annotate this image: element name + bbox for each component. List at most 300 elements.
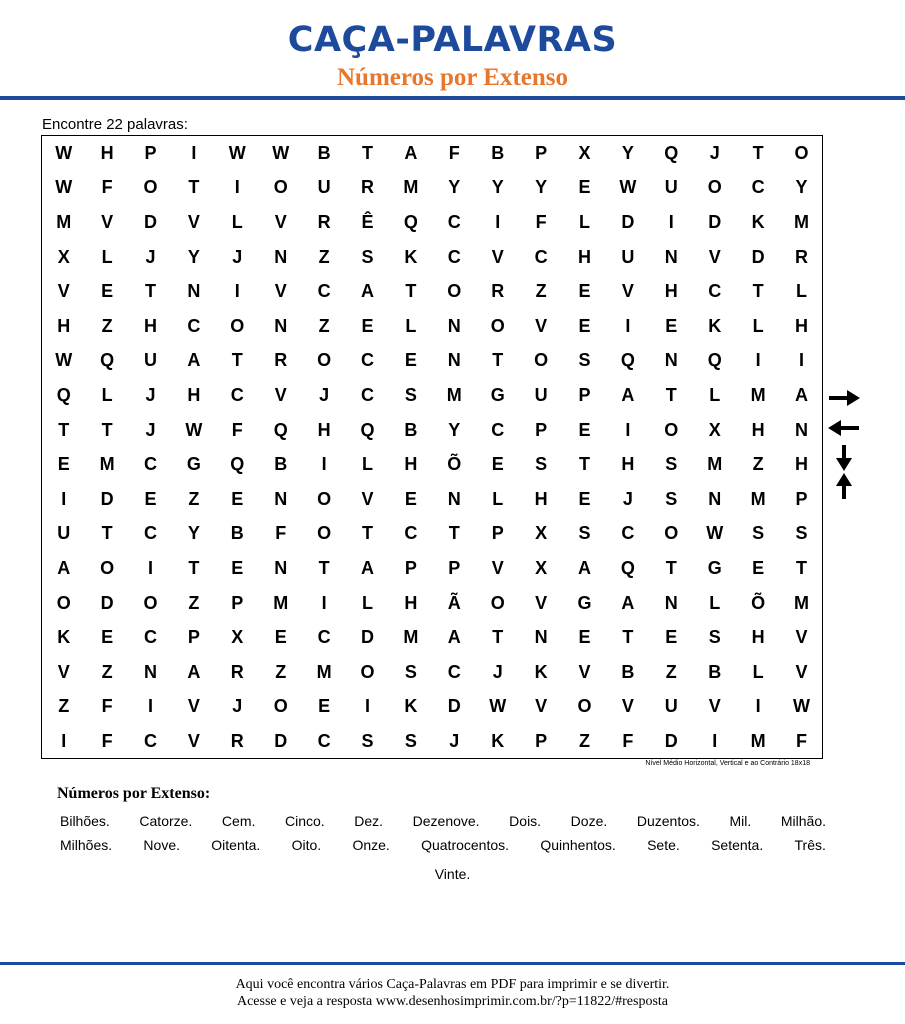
grid-cell[interactable]: A: [404, 142, 418, 163]
grid-cell[interactable]: O: [317, 523, 332, 544]
grid-cell[interactable]: N: [664, 592, 678, 613]
grid-cell[interactable]: C: [751, 177, 765, 198]
grid-cell[interactable]: C: [143, 523, 157, 544]
grid-cell[interactable]: A: [621, 384, 635, 405]
grid-cell[interactable]: T: [361, 523, 373, 544]
grid-cell[interactable]: F: [101, 177, 113, 198]
grid-cell[interactable]: R: [360, 177, 374, 198]
grid-cell[interactable]: Z: [101, 661, 113, 682]
grid-cell[interactable]: O: [490, 592, 505, 613]
grid-cell[interactable]: N: [274, 557, 288, 578]
grid-cell[interactable]: T: [665, 384, 677, 405]
grid-cell[interactable]: S: [404, 730, 417, 751]
grid-cell[interactable]: T: [318, 557, 330, 578]
grid-cell[interactable]: Z: [578, 730, 590, 751]
grid-cell[interactable]: S: [752, 523, 765, 544]
grid-cell[interactable]: V: [491, 557, 504, 578]
grid-cell[interactable]: J: [709, 142, 720, 163]
grid-cell[interactable]: W: [55, 177, 73, 198]
grid-cell[interactable]: O: [577, 696, 592, 717]
grid-cell[interactable]: Q: [664, 142, 679, 163]
grid-cell[interactable]: J: [449, 730, 460, 751]
grid-cell[interactable]: O: [273, 696, 288, 717]
grid-cell[interactable]: T: [405, 281, 417, 302]
grid-cell[interactable]: V: [57, 661, 70, 682]
grid-cell[interactable]: E: [491, 454, 504, 475]
grid-cell[interactable]: C: [447, 661, 461, 682]
grid-cell[interactable]: C: [230, 384, 244, 405]
grid-cell[interactable]: O: [490, 315, 505, 336]
grid-cell[interactable]: N: [708, 488, 722, 509]
grid-cell[interactable]: Z: [188, 488, 200, 509]
grid-cell[interactable]: Y: [187, 246, 200, 267]
grid-cell[interactable]: V: [708, 696, 721, 717]
grid-cell[interactable]: P: [578, 384, 591, 405]
grid-cell[interactable]: P: [491, 523, 504, 544]
grid-cell[interactable]: I: [625, 419, 631, 440]
grid-cell[interactable]: J: [232, 246, 243, 267]
grid-cell[interactable]: V: [535, 592, 548, 613]
grid-cell[interactable]: T: [492, 627, 504, 648]
grid-cell[interactable]: L: [101, 384, 113, 405]
grid-cell[interactable]: Y: [187, 523, 200, 544]
grid-cell[interactable]: O: [143, 592, 158, 613]
grid-cell[interactable]: O: [230, 315, 245, 336]
grid-cell[interactable]: N: [664, 350, 678, 371]
grid-cell[interactable]: N: [274, 315, 288, 336]
grid-cell[interactable]: I: [61, 730, 67, 751]
grid-cell[interactable]: E: [578, 177, 591, 198]
grid-cell[interactable]: I: [147, 696, 153, 717]
grid-cell[interactable]: C: [621, 523, 635, 544]
grid-cell[interactable]: Q: [230, 454, 245, 475]
grid-cell[interactable]: E: [231, 488, 244, 509]
grid-cell[interactable]: S: [578, 350, 591, 371]
grid-cell[interactable]: Z: [58, 696, 70, 717]
grid-cell[interactable]: F: [101, 696, 113, 717]
grid-cell[interactable]: O: [794, 142, 809, 163]
grid-cell[interactable]: Y: [621, 142, 634, 163]
grid-cell[interactable]: O: [273, 177, 288, 198]
grid-cell[interactable]: O: [143, 177, 158, 198]
grid-cell[interactable]: T: [448, 523, 460, 544]
grid-cell[interactable]: L: [709, 384, 721, 405]
grid-cell[interactable]: A: [187, 661, 201, 682]
grid-cell[interactable]: U: [143, 350, 157, 371]
grid-cell[interactable]: I: [321, 454, 327, 475]
grid-cell[interactable]: C: [404, 523, 418, 544]
grid-cell[interactable]: V: [274, 211, 287, 232]
grid-cell[interactable]: N: [447, 488, 461, 509]
grid-cell[interactable]: L: [231, 211, 243, 232]
grid-cell[interactable]: P: [535, 142, 548, 163]
grid-cell[interactable]: F: [231, 419, 243, 440]
grid-cell[interactable]: A: [360, 281, 374, 302]
grid-cell[interactable]: O: [664, 523, 679, 544]
grid-cell[interactable]: T: [492, 350, 504, 371]
grid-cell[interactable]: L: [795, 281, 807, 302]
grid-cell[interactable]: R: [274, 350, 288, 371]
grid-cell[interactable]: H: [404, 454, 418, 475]
grid-cell[interactable]: Z: [188, 592, 200, 613]
grid-cell[interactable]: N: [664, 246, 678, 267]
grid-cell[interactable]: T: [795, 557, 807, 578]
grid-cell[interactable]: I: [234, 177, 240, 198]
grid-cell[interactable]: P: [535, 730, 548, 751]
grid-cell[interactable]: F: [275, 523, 287, 544]
grid-cell[interactable]: V: [491, 246, 504, 267]
grid-cell[interactable]: R: [794, 246, 808, 267]
grid-cell[interactable]: V: [187, 211, 200, 232]
grid-cell[interactable]: O: [100, 557, 115, 578]
grid-cell[interactable]: C: [360, 384, 374, 405]
grid-cell[interactable]: V: [101, 211, 114, 232]
grid-cell[interactable]: J: [492, 661, 503, 682]
grid-cell[interactable]: A: [794, 384, 808, 405]
grid-cell[interactable]: T: [665, 557, 677, 578]
grid-cell[interactable]: H: [664, 281, 678, 302]
grid-cell[interactable]: P: [404, 557, 417, 578]
grid-cell[interactable]: M: [446, 384, 462, 405]
grid-cell[interactable]: C: [447, 246, 461, 267]
grid-cell[interactable]: S: [361, 246, 374, 267]
grid-cell[interactable]: Q: [273, 419, 288, 440]
grid-cell[interactable]: D: [708, 211, 722, 232]
grid-cell[interactable]: C: [708, 281, 722, 302]
grid-cell[interactable]: M: [56, 211, 72, 232]
grid-cell[interactable]: O: [664, 419, 679, 440]
grid-cell[interactable]: J: [232, 696, 243, 717]
grid-cell[interactable]: U: [664, 177, 678, 198]
grid-cell[interactable]: W: [185, 419, 203, 440]
grid-cell[interactable]: X: [535, 523, 548, 544]
grid-cell[interactable]: X: [231, 627, 244, 648]
grid-cell[interactable]: N: [794, 419, 808, 440]
grid-cell[interactable]: C: [491, 419, 505, 440]
grid-cell[interactable]: P: [144, 142, 157, 163]
grid-cell[interactable]: O: [317, 350, 332, 371]
grid-cell[interactable]: N: [447, 350, 461, 371]
grid-cell[interactable]: D: [360, 627, 374, 648]
grid-cell[interactable]: E: [578, 627, 591, 648]
grid-cell[interactable]: I: [798, 350, 804, 371]
grid-cell[interactable]: W: [55, 142, 73, 163]
grid-cell[interactable]: Z: [535, 281, 547, 302]
grid-cell[interactable]: F: [535, 211, 547, 232]
grid-cell[interactable]: U: [534, 384, 548, 405]
grid-cell[interactable]: Y: [448, 419, 461, 440]
grid-cell[interactable]: T: [101, 419, 113, 440]
grid-cell[interactable]: L: [709, 592, 721, 613]
grid-cell[interactable]: R: [230, 661, 244, 682]
grid-cell[interactable]: C: [143, 730, 157, 751]
grid-cell[interactable]: Ã: [447, 592, 461, 613]
grid-cell[interactable]: E: [231, 557, 244, 578]
grid-cell[interactable]: H: [187, 384, 201, 405]
grid-cell[interactable]: I: [668, 211, 674, 232]
grid-cell[interactable]: F: [448, 142, 460, 163]
grid-cell[interactable]: N: [447, 315, 461, 336]
grid-cell[interactable]: L: [492, 488, 504, 509]
grid-cell[interactable]: T: [58, 419, 70, 440]
grid-cell[interactable]: E: [665, 627, 678, 648]
grid-cell[interactable]: B: [708, 661, 722, 682]
grid-cell[interactable]: S: [361, 730, 374, 751]
grid-cell[interactable]: X: [578, 142, 591, 163]
grid-cell[interactable]: K: [404, 246, 418, 267]
grid-cell[interactable]: V: [361, 488, 374, 509]
grid-cell[interactable]: U: [621, 246, 635, 267]
grid-cell[interactable]: B: [274, 454, 288, 475]
grid-cell[interactable]: S: [578, 523, 591, 544]
grid-cell[interactable]: T: [622, 627, 634, 648]
grid-cell[interactable]: O: [707, 177, 722, 198]
grid-cell[interactable]: E: [101, 627, 114, 648]
grid-cell[interactable]: V: [621, 696, 634, 717]
grid-cell[interactable]: A: [57, 557, 71, 578]
grid-cell[interactable]: L: [361, 454, 373, 475]
grid-cell[interactable]: E: [578, 315, 591, 336]
grid-cell[interactable]: C: [143, 627, 157, 648]
grid-cell[interactable]: C: [317, 281, 331, 302]
grid-cell[interactable]: O: [56, 592, 71, 613]
grid-cell[interactable]: S: [665, 454, 678, 475]
grid-cell[interactable]: G: [490, 384, 505, 405]
grid-cell[interactable]: X: [708, 419, 721, 440]
grid-cell[interactable]: V: [795, 661, 808, 682]
grid-cell[interactable]: P: [535, 419, 548, 440]
grid-cell[interactable]: V: [621, 281, 634, 302]
grid-cell[interactable]: U: [57, 523, 71, 544]
grid-cell[interactable]: I: [61, 488, 67, 509]
grid-cell[interactable]: V: [708, 246, 721, 267]
grid-cell[interactable]: I: [321, 592, 327, 613]
grid-cell[interactable]: Y: [448, 177, 461, 198]
grid-cell[interactable]: Z: [752, 454, 764, 475]
grid-cell[interactable]: F: [622, 730, 634, 751]
grid-cell[interactable]: T: [188, 177, 200, 198]
grid-cell[interactable]: L: [101, 246, 113, 267]
grid-cell[interactable]: O: [317, 488, 332, 509]
grid-cell[interactable]: D: [751, 246, 765, 267]
grid-cell[interactable]: I: [625, 315, 631, 336]
grid-cell[interactable]: J: [145, 384, 156, 405]
grid-cell[interactable]: Z: [665, 661, 677, 682]
grid-cell[interactable]: T: [752, 281, 764, 302]
grid-cell[interactable]: X: [57, 246, 70, 267]
grid-cell[interactable]: I: [147, 557, 153, 578]
grid-cell[interactable]: Q: [707, 350, 722, 371]
grid-cell[interactable]: H: [577, 246, 591, 267]
grid-cell[interactable]: D: [274, 730, 288, 751]
grid-cell[interactable]: M: [403, 177, 419, 198]
grid-cell[interactable]: H: [404, 592, 418, 613]
grid-cell[interactable]: K: [404, 696, 418, 717]
grid-cell[interactable]: Ê: [361, 211, 374, 232]
grid-cell[interactable]: M: [750, 730, 766, 751]
grid-cell[interactable]: H: [794, 454, 808, 475]
grid-cell[interactable]: Q: [360, 419, 375, 440]
grid-cell[interactable]: V: [795, 627, 808, 648]
grid-cell[interactable]: Õ: [751, 592, 766, 613]
grid-cell[interactable]: Y: [535, 177, 548, 198]
grid-cell[interactable]: L: [752, 315, 764, 336]
grid-cell[interactable]: T: [101, 523, 113, 544]
grid-cell[interactable]: K: [57, 627, 71, 648]
grid-cell[interactable]: O: [534, 350, 549, 371]
grid-cell[interactable]: B: [621, 661, 635, 682]
grid-cell[interactable]: F: [101, 730, 113, 751]
grid-cell[interactable]: E: [578, 488, 591, 509]
grid-cell[interactable]: K: [708, 315, 722, 336]
grid-cell[interactable]: E: [57, 454, 70, 475]
grid-cell[interactable]: W: [706, 523, 724, 544]
grid-cell[interactable]: S: [665, 488, 678, 509]
grid-cell[interactable]: I: [364, 696, 370, 717]
grid-cell[interactable]: L: [361, 592, 373, 613]
grid-cell[interactable]: L: [405, 315, 417, 336]
grid-cell[interactable]: H: [751, 627, 765, 648]
grid-cell[interactable]: E: [752, 557, 765, 578]
grid-cell[interactable]: C: [360, 350, 374, 371]
grid-cell[interactable]: G: [577, 592, 592, 613]
grid-cell[interactable]: H: [317, 419, 331, 440]
grid-cell[interactable]: O: [360, 661, 375, 682]
grid-cell[interactable]: Õ: [447, 454, 462, 475]
grid-cell[interactable]: H: [621, 454, 635, 475]
grid-cell[interactable]: M: [750, 384, 766, 405]
grid-cell[interactable]: R: [230, 730, 244, 751]
grid-cell[interactable]: B: [317, 142, 331, 163]
grid-cell[interactable]: J: [319, 384, 330, 405]
grid-cell[interactable]: D: [100, 488, 114, 509]
grid-cell[interactable]: V: [535, 696, 548, 717]
grid-cell[interactable]: E: [101, 281, 114, 302]
grid-cell[interactable]: A: [577, 557, 591, 578]
grid-cell[interactable]: I: [495, 211, 501, 232]
grid-cell[interactable]: U: [317, 177, 331, 198]
grid-cell[interactable]: C: [317, 730, 331, 751]
grid-cell[interactable]: A: [447, 627, 461, 648]
grid-cell[interactable]: C: [534, 246, 548, 267]
grid-cell[interactable]: I: [712, 730, 718, 751]
grid-cell[interactable]: Z: [318, 246, 330, 267]
grid-cell[interactable]: V: [274, 281, 287, 302]
grid-cell[interactable]: Q: [56, 384, 71, 405]
grid-cell[interactable]: B: [491, 142, 505, 163]
grid-cell[interactable]: E: [144, 488, 157, 509]
grid-cell[interactable]: Q: [100, 350, 115, 371]
grid-cell[interactable]: J: [145, 419, 156, 440]
grid-cell[interactable]: I: [234, 281, 240, 302]
grid-cell[interactable]: M: [403, 627, 419, 648]
grid-cell[interactable]: W: [792, 696, 810, 717]
grid-cell[interactable]: Q: [620, 557, 635, 578]
grid-cell[interactable]: U: [664, 696, 678, 717]
grid-cell[interactable]: C: [447, 211, 461, 232]
grid-cell[interactable]: H: [794, 315, 808, 336]
grid-cell[interactable]: L: [578, 211, 590, 232]
grid-cell[interactable]: P: [448, 557, 461, 578]
grid-cell[interactable]: N: [187, 281, 201, 302]
grid-cell[interactable]: M: [750, 488, 766, 509]
grid-cell[interactable]: I: [755, 696, 761, 717]
grid-cell[interactable]: T: [361, 142, 373, 163]
grid-cell[interactable]: H: [751, 419, 765, 440]
grid-cell[interactable]: E: [318, 696, 331, 717]
grid-cell[interactable]: Z: [101, 315, 113, 336]
grid-cell[interactable]: W: [272, 142, 290, 163]
grid-cell[interactable]: H: [534, 488, 548, 509]
grid-cell[interactable]: I: [755, 350, 761, 371]
grid-cell[interactable]: T: [578, 454, 590, 475]
grid-cell[interactable]: E: [665, 315, 678, 336]
grid-cell[interactable]: D: [143, 211, 157, 232]
grid-cell[interactable]: D: [664, 730, 678, 751]
grid-cell[interactable]: J: [145, 246, 156, 267]
grid-cell[interactable]: J: [622, 488, 633, 509]
grid-cell[interactable]: D: [621, 211, 635, 232]
grid-cell[interactable]: B: [404, 419, 418, 440]
grid-cell[interactable]: T: [188, 557, 200, 578]
grid-cell[interactable]: M: [99, 454, 115, 475]
grid-cell[interactable]: Z: [275, 661, 287, 682]
grid-cell[interactable]: V: [187, 730, 200, 751]
grid-cell[interactable]: V: [57, 281, 70, 302]
grid-cell[interactable]: S: [795, 523, 808, 544]
grid-cell[interactable]: C: [187, 315, 201, 336]
grid-cell[interactable]: W: [619, 177, 637, 198]
grid-cell[interactable]: K: [491, 730, 505, 751]
grid-cell[interactable]: Z: [318, 315, 330, 336]
grid-cell[interactable]: M: [273, 592, 289, 613]
grid-cell[interactable]: W: [489, 696, 507, 717]
grid-cell[interactable]: N: [274, 488, 288, 509]
grid-cell[interactable]: S: [404, 661, 417, 682]
grid-cell[interactable]: A: [187, 350, 201, 371]
grid-cell[interactable]: L: [752, 661, 764, 682]
grid-cell[interactable]: R: [491, 281, 505, 302]
grid-cell[interactable]: O: [447, 281, 462, 302]
grid-cell[interactable]: G: [707, 557, 722, 578]
grid-cell[interactable]: M: [793, 211, 809, 232]
grid-cell[interactable]: E: [578, 281, 591, 302]
grid-cell[interactable]: S: [404, 384, 417, 405]
grid-cell[interactable]: R: [317, 211, 331, 232]
grid-cell[interactable]: N: [143, 661, 157, 682]
grid-cell[interactable]: I: [191, 142, 197, 163]
grid-cell[interactable]: M: [793, 592, 809, 613]
grid-cell[interactable]: T: [144, 281, 156, 302]
grid-cell[interactable]: S: [535, 454, 548, 475]
grid-cell[interactable]: G: [186, 454, 201, 475]
grid-cell[interactable]: Y: [491, 177, 504, 198]
grid-cell[interactable]: P: [231, 592, 244, 613]
grid-cell[interactable]: D: [100, 592, 114, 613]
grid-cell[interactable]: H: [57, 315, 71, 336]
grid-cell[interactable]: A: [621, 592, 635, 613]
grid-cell[interactable]: F: [795, 730, 807, 751]
grid-cell[interactable]: C: [143, 454, 157, 475]
grid-cell[interactable]: E: [274, 627, 287, 648]
grid-cell[interactable]: H: [143, 315, 157, 336]
grid-cell[interactable]: V: [274, 384, 287, 405]
grid-cell[interactable]: T: [752, 142, 764, 163]
grid-cell[interactable]: S: [708, 627, 721, 648]
grid-cell[interactable]: W: [55, 350, 73, 371]
grid-cell[interactable]: M: [316, 661, 332, 682]
grid-cell[interactable]: Q: [403, 211, 418, 232]
